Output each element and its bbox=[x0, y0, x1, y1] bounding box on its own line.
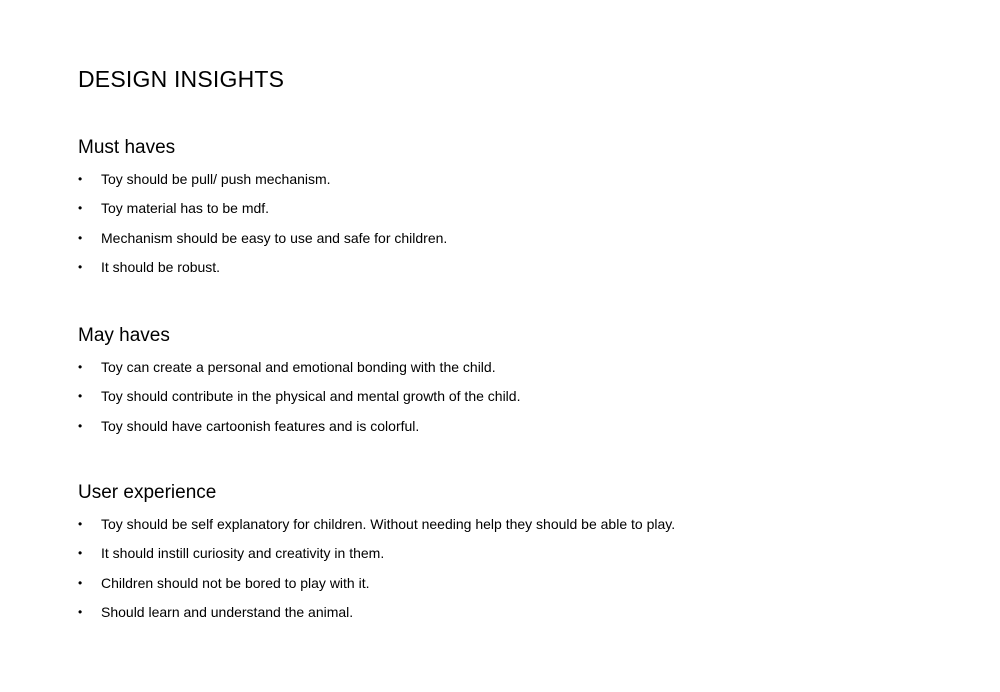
list-item-text: Mechanism should be easy to use and safe for children. bbox=[101, 229, 448, 246]
list-item bbox=[78, 412, 958, 441]
list-item bbox=[78, 353, 958, 382]
bullet-icon: • bbox=[78, 604, 83, 619]
document-page bbox=[78, 62, 958, 627]
section-must-haves bbox=[78, 134, 958, 282]
bullet-icon: • bbox=[78, 546, 83, 561]
bullet-list bbox=[78, 510, 958, 627]
list-item bbox=[78, 510, 958, 539]
list-item bbox=[78, 539, 958, 568]
list-item-text: Toy should contribute in the physical and mental growth of the child. bbox=[101, 388, 521, 405]
section-may-haves bbox=[78, 322, 958, 441]
list-item-text: Toy should be pull/ push mechanism. bbox=[101, 171, 331, 187]
bullet-icon: • bbox=[78, 517, 83, 532]
bullet-list bbox=[78, 165, 958, 282]
list-item-text: Toy material has to be mdf. bbox=[101, 200, 270, 217]
list-item bbox=[78, 253, 958, 282]
list-item-text: It should instill curiosity and creativity in them. bbox=[101, 545, 385, 562]
list-item-text: Should learn and understand the animal. bbox=[101, 603, 354, 620]
bullet-icon: • bbox=[78, 360, 83, 375]
bullet-list bbox=[78, 353, 958, 441]
bullet-icon: • bbox=[78, 172, 83, 186]
list-item-text: Toy can create a personal and emotional bonding with the child. bbox=[101, 359, 496, 376]
bullet-icon: • bbox=[78, 418, 83, 433]
bullet-icon: • bbox=[78, 230, 83, 245]
section-user-experience bbox=[78, 479, 958, 627]
list-item bbox=[78, 569, 958, 598]
section-heading: May haves bbox=[78, 325, 170, 347]
list-item bbox=[78, 382, 958, 411]
section-heading: Must haves bbox=[78, 137, 176, 158]
list-item-text: Toy should have cartoonish features and is colorful. bbox=[101, 417, 420, 434]
bullet-icon: • bbox=[78, 259, 83, 274]
list-item-text: It should be robust. bbox=[101, 258, 221, 275]
list-item bbox=[78, 194, 958, 223]
section-heading: User experience bbox=[78, 482, 217, 504]
list-item bbox=[78, 165, 958, 194]
list-item bbox=[78, 224, 958, 253]
list-item-text: Children should not be bored to play with it. bbox=[101, 574, 370, 591]
bullet-icon: • bbox=[78, 389, 83, 404]
list-item-text: Toy should be self explanatory for children. Without needing help they should be able to play. bbox=[101, 516, 676, 533]
bullet-icon: • bbox=[78, 575, 83, 590]
page-title: DESIGN INSIGHTS bbox=[78, 66, 285, 92]
list-item bbox=[78, 598, 958, 627]
bullet-icon: • bbox=[78, 201, 83, 216]
